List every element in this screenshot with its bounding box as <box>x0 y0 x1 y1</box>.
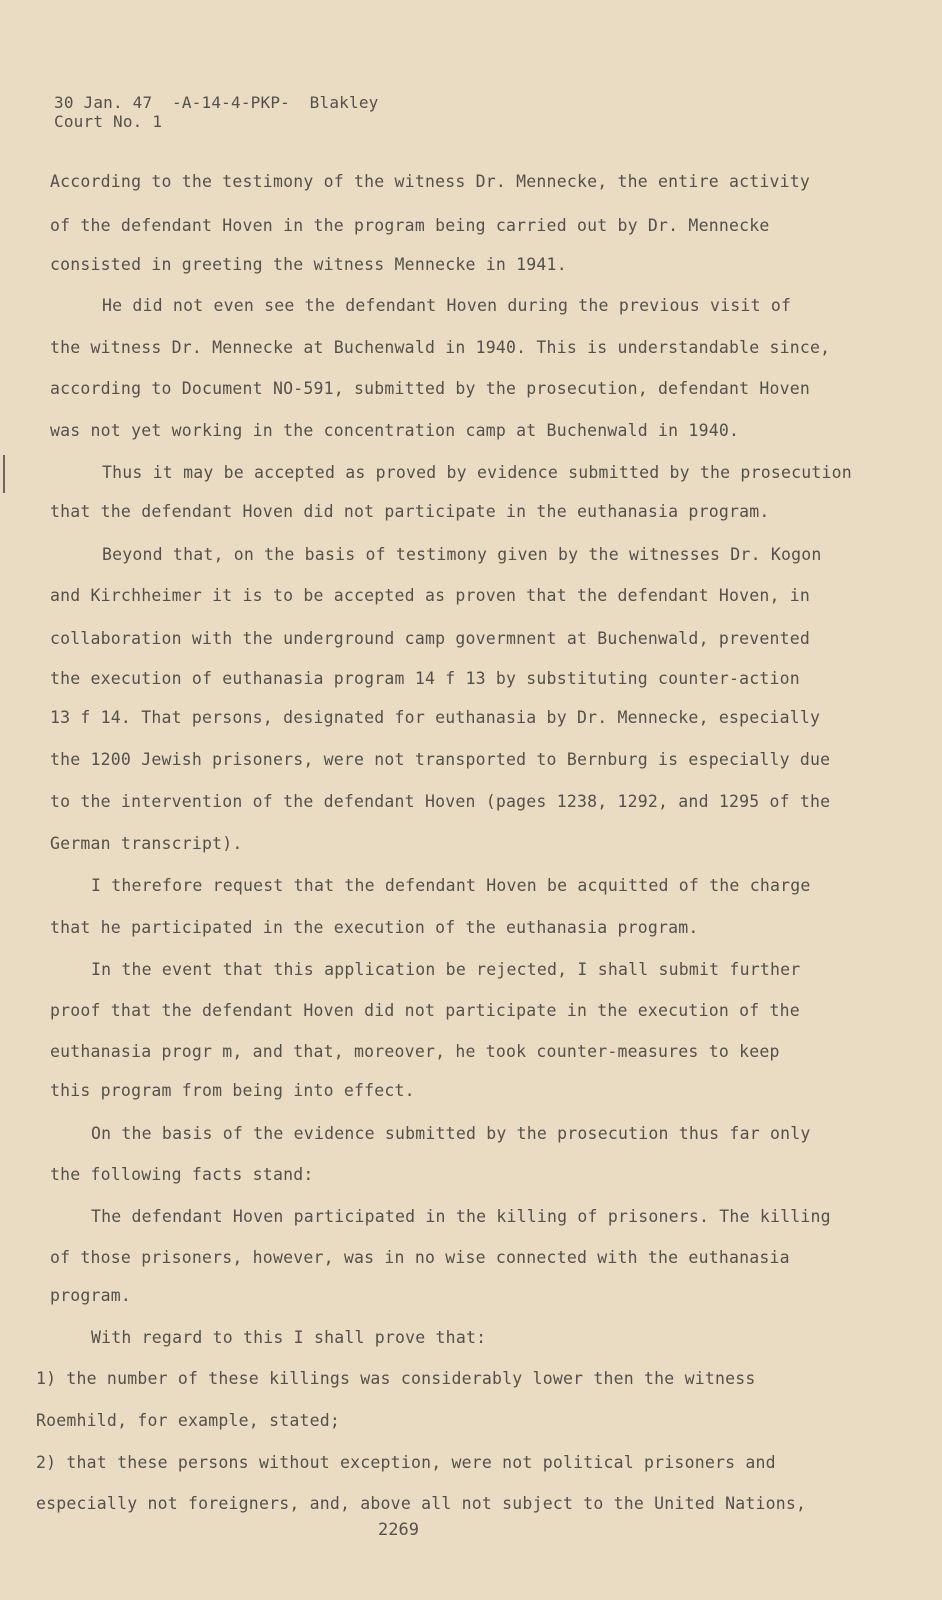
body-line: He did not even see the defendant Hoven during the previous visit of <box>102 296 792 315</box>
body-line: according to Document NO-591, submitted by the prosecution, defendant Hoven <box>50 379 811 398</box>
body-line: With regard to this I shall prove that: <box>91 1328 487 1347</box>
body-line: Thus it may be accepted as proved by evidence submitted by the prosecution <box>102 463 852 482</box>
body-line: the 1200 Jewish prisoners, were not transported to Bernburg is especially due <box>50 750 831 769</box>
body-line: the following facts stand: <box>50 1165 314 1184</box>
body-line: consisted in greeting the witness Mennecke in 1941. <box>50 255 567 274</box>
body-line: especially not foreigners, and, above all not subject to the United Nations, <box>36 1494 807 1513</box>
body-line: proof that the defendant Hoven did not participate in the execution of the <box>50 1001 800 1020</box>
body-line: this program from being into effect. <box>50 1081 415 1100</box>
body-line: of those prisoners, however, was in no wise connected with the euthanasia <box>50 1248 790 1267</box>
body-line: Beyond that, on the basis of testimony given by the witnesses Dr. Kogon <box>102 545 822 564</box>
body-line: that the defendant Hoven did not participate in the euthanasia program. <box>50 502 770 521</box>
body-line: euthanasia progr m, and that, moreover, he took counter-measures to keep <box>50 1042 780 1061</box>
body-line: 13 f 14. That persons, designated for euthanasia by Dr. Mennecke, especially <box>50 708 821 727</box>
body-line: program. <box>50 1286 132 1305</box>
body-line: I therefore request that the defendant Hoven be acquitted of the charge <box>91 876 811 895</box>
body-line: According to the testimony of the witness Dr. Mennecke, the entire activity <box>50 172 811 191</box>
body-line: of the defendant Hoven in the program being carried out by Dr. Mennecke <box>50 216 770 235</box>
body-line: to the intervention of the defendant Hoven (pages 1238, 1292, and 1295 of the <box>50 792 831 811</box>
header-line-2: Court No. 1 <box>54 112 163 131</box>
body-line: and Kirchheimer it is to be accepted as proven that the defendant Hoven, in <box>50 586 811 605</box>
margin-mark <box>3 455 5 493</box>
body-line: Roemhild, for example, stated; <box>36 1411 341 1430</box>
body-line: collaboration with the underground camp govermnent at Buchenwald, prevented <box>50 629 811 648</box>
body-line: the witness Dr. Mennecke at Buchenwald in 1940. This is understandable since, <box>50 338 831 357</box>
body-line: On the basis of the evidence submitted by the prosecution thus far only <box>91 1124 811 1143</box>
body-line: 2) that these persons without exception, were not political prisoners and <box>36 1453 776 1472</box>
body-line: was not yet working in the concentration camp at Buchenwald in 1940. <box>50 421 740 440</box>
header-line-1: 30 Jan. 47 -A-14-4-PKP- Blakley <box>54 93 379 112</box>
body-line: that he participated in the execution of the euthanasia program. <box>50 918 699 937</box>
body-line: The defendant Hoven participated in the killing of prisoners. The killing <box>91 1207 831 1226</box>
body-line: In the event that this application be rejected, I shall submit further <box>91 960 801 979</box>
body-line: 1) the number of these killings was considerably lower then the witness <box>36 1369 756 1388</box>
page-number: 2269 <box>378 1520 419 1540</box>
body-line: German transcript). <box>50 834 243 853</box>
body-line: the execution of euthanasia program 14 f 13 by substituting counter-action <box>50 669 800 688</box>
